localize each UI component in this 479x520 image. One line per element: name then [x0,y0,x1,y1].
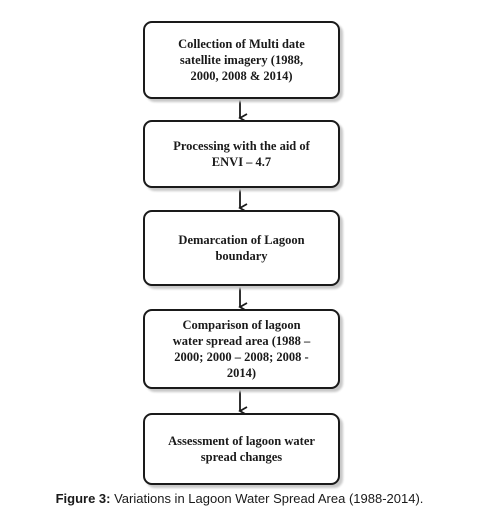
step-label: Demarcation of Lagoon boundary [178,233,305,263]
figure-caption-text: Variations in Lagoon Water Spread Area (1988-2014). [110,491,424,506]
step-box-processing [143,120,340,188]
figure-caption-label: Figure 3: [55,491,111,506]
step-label: Assessment of lagoon water spread changes [168,434,315,464]
step-label: Collection of Multi date satellite imagery (1988, 2000, 2008 & 2014) [178,37,305,83]
step-box-collection [143,21,340,99]
step-label: Comparison of lagoon water spread area (1988 – 2000; 2000 – 2008; 2008 - 2014) [172,318,311,380]
step-box-comparison [143,309,340,389]
step-label: Processing with the aid of ENVI – 4.7 [173,139,310,169]
step-box-demarcation [143,210,340,286]
figure-caption [0,491,479,507]
step-box-assessment [143,413,340,485]
